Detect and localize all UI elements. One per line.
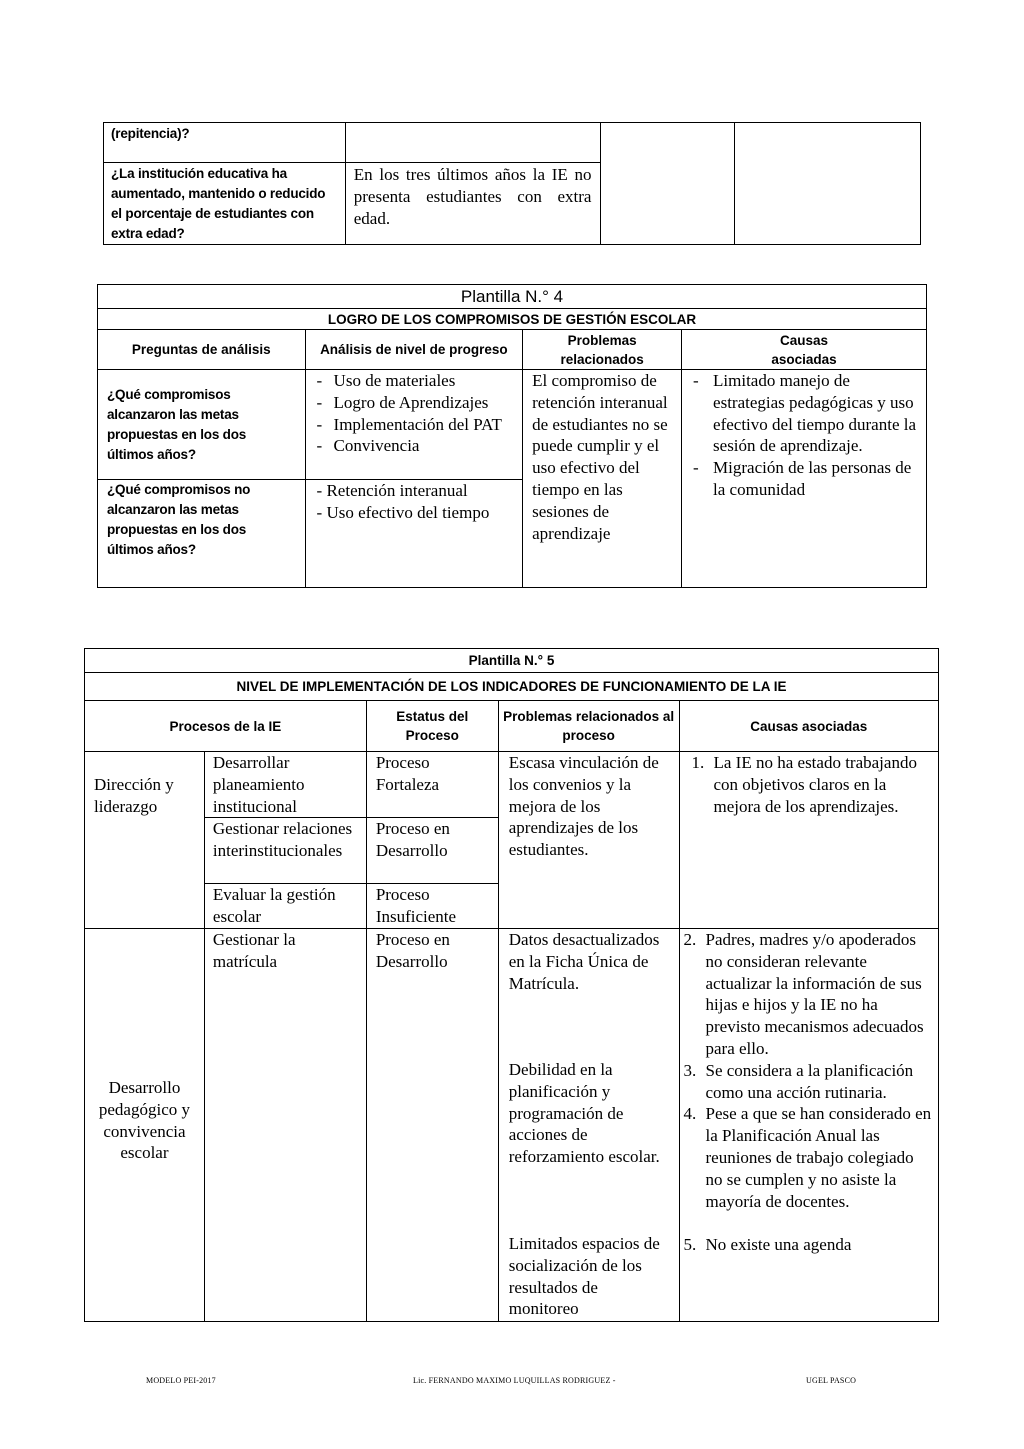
process-planeamiento: Desarrollar planeamiento institucional <box>204 752 366 818</box>
cause-text: Pese a que se han considerado en la Planificación Anual las reuniones de trabajo colegiado no se cumplen y no asiste la mayoría de docentes. <box>705 1104 932 1211</box>
header-analisis: Análisis de nivel de progreso <box>305 330 523 370</box>
footer-right: UGEL PASCO <box>806 1376 857 1385</box>
cause-number: 3. <box>683 1060 697 1080</box>
header-estatus: Estatus del Proceso <box>366 701 498 752</box>
analysis-item: - Uso de materiales <box>306 370 517 392</box>
plantilla-4-subtitle: LOGRO DE LOS COMPROMISOS DE GESTIÓN ESCOLAR <box>98 309 927 330</box>
header-preguntas: Preguntas de análisis <box>98 330 306 370</box>
analysis-no-alcanzaron <box>305 480 523 588</box>
header-problemas-proceso: Problemas relacionados al proceso <box>498 701 679 752</box>
cause-item <box>684 1060 933 1104</box>
process-relaciones: Gestionar relaciones interinstitucionales <box>204 818 366 884</box>
question-alcanzaron: ¿Qué compromisos alcanzaron las metas propuestas en los dos últimos años? <box>98 370 306 480</box>
header-causas-asociadas: Causas asociadas <box>679 701 939 752</box>
question-repitencia: (repitencia)? <box>104 123 346 163</box>
answer-repitencia <box>345 123 601 163</box>
empty-cell <box>601 123 735 245</box>
cause-item: - Limitado manejo de estrategias pedagógicas y uso efectivo del tiempo durante la sesión de aprendizaje. <box>682 370 918 457</box>
header-causas: Causas asociadas <box>682 330 927 370</box>
cause-number: 4. <box>683 1104 697 1124</box>
cause-direccion <box>679 752 939 929</box>
cause-item <box>692 752 929 817</box>
header-problemas: Problemas relacionados <box>523 330 682 370</box>
process-evaluar: Evaluar la gestión escolar <box>204 884 366 929</box>
analysis-item: - Retención interanual <box>316 481 468 500</box>
plantilla-4-table <box>97 284 927 588</box>
answer-extra-edad: En los tres últimos años la IE no presenta estudiantes con extra edad. <box>345 163 601 245</box>
problems-matricula <box>498 928 679 1321</box>
analysis-item: - Convivencia <box>306 435 517 457</box>
plantilla-5-table <box>84 648 939 1322</box>
question-extra-edad: ¿La institución educativa ha aumentado, mantenido o reducido el porcentaje de estudiantes con extra edad? <box>104 163 346 245</box>
problem-item: Datos desactualizados en la Ficha Única de Matrícula. <box>508 929 660 993</box>
cause-item: - Migración de las personas de la comunidad <box>682 457 918 501</box>
header-procesos: Procesos de la IE <box>85 701 367 752</box>
group-direccion-liderazgo: Dirección y liderazgo <box>85 752 205 929</box>
cause-item <box>684 929 933 1060</box>
analysis-item: - Uso efectivo del tiempo <box>316 502 490 522</box>
analysis-item: - Implementación del PAT <box>306 414 517 436</box>
problem-item: Debilidad en la planificación y programación de acciones de reforzamiento escolar. <box>508 1059 660 1167</box>
problem-direccion: Escasa vinculación de los convenios y la mejora de los aprendizajes de los estudiantes. <box>498 752 679 929</box>
problem-cell: El compromiso de retención interanual de estudiantes no se puede cumplir y el uso efectivo del tiempo en las sesiones de aprendizaje <box>523 370 682 588</box>
analysis-alcanzaron <box>305 370 523 480</box>
cause-item <box>684 1234 933 1256</box>
status-matricula: Proceso en Desarrollo <box>366 928 498 1321</box>
cause-text: La IE no ha estado trabajando con objetivos claros en la mejora de los aprendizajes. <box>713 753 917 816</box>
cause-number: 1. <box>691 753 705 772</box>
cause-item <box>684 1103 933 1212</box>
table-continuation <box>103 122 921 245</box>
question-no-alcanzaron: ¿Qué compromisos no alcanzaron las metas propuestas en los dos últimos años? <box>98 480 306 588</box>
cause-number: 2. <box>683 929 697 949</box>
group-desarrollo-pedagogico: Desarrollo pedagógico y convivencia escolar <box>85 928 205 1321</box>
process-matricula: Gestionar la matrícula <box>204 928 366 1321</box>
status-planeamiento: Proceso Fortaleza <box>366 752 498 818</box>
cause-text: Padres, madres y/o apoderados no consideran relevante actualizar la información de sus hijas e hijos y la IE no ha previsto mecanismos adecuados para ello. <box>705 929 924 1058</box>
cause-number: 5. <box>683 1235 697 1255</box>
cause-text: Se considera a la planificación como una acción rutinaria. <box>705 1060 914 1102</box>
footer-left: MODELO PEI-2017 <box>146 1376 216 1385</box>
empty-cell <box>735 123 921 245</box>
analysis-item: - Logro de Aprendizajes <box>306 392 517 414</box>
cause-text: No existe una agenda <box>705 1235 852 1255</box>
problem-item: Limitados espacios de socialización de los resultados de monitoreo <box>508 1233 660 1319</box>
status-evaluar: Proceso Insuficiente <box>366 884 498 929</box>
plantilla-5-subtitle: NIVEL DE IMPLEMENTACIÓN DE LOS INDICADORES DE FUNCIONAMIENTO DE LA IE <box>85 673 939 701</box>
status-relaciones: Proceso en Desarrollo <box>366 818 498 884</box>
plantilla-5-title: Plantilla N.° 5 <box>85 649 939 673</box>
causes-cell <box>682 370 927 588</box>
footer-center: Lic. FERNANDO MAXIMO LUQUILLAS RODRIGUEZ - <box>413 1376 616 1385</box>
causes-matricula <box>679 928 939 1321</box>
plantilla-4-title: Plantilla N.° 4 <box>98 285 927 309</box>
